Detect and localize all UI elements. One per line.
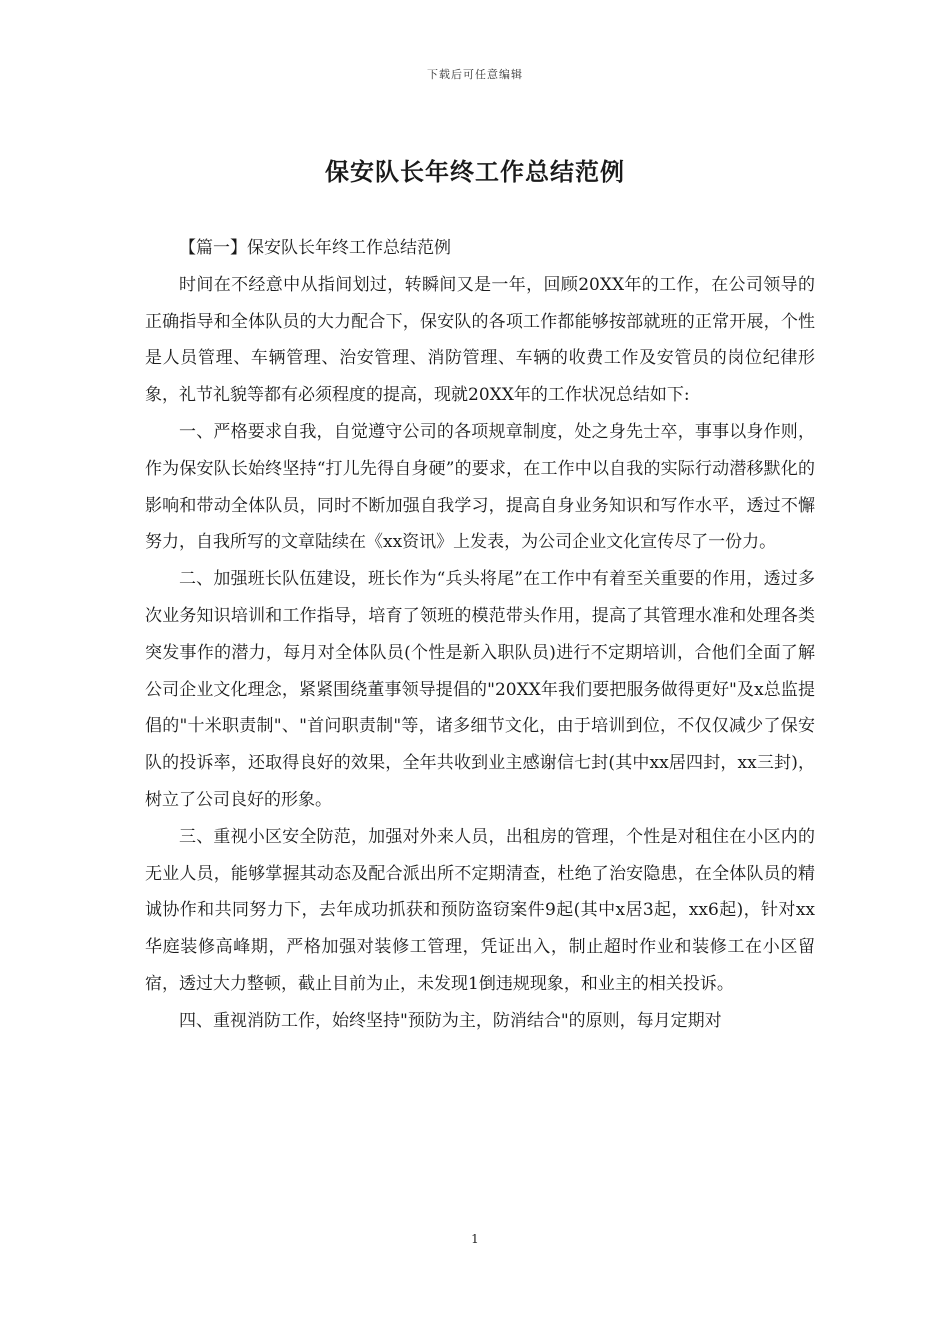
document-body <box>145 230 815 1040</box>
paragraph-point-two: 二、加强班长队伍建设，班长作为“兵头将尾”在工作中有着至关重要的作用，透过多次业务知识培训和工作指导，培育了领班的模范带头作用，提高了其管理水准和处理各类突发事作的潜力，每月对全体队员(个性是新入职队员)进行不定期培训，合他们全面了解公司企业文化理念，紧紧围绕董事领导提倡的"20XX年我们要把服务做得更好"及x总监提倡的"十米职责制"、"首问职责制"等，诸多细节文化，由于培训到位，不仅仅减少了保安队的投诉率，还取得良好的效果，全年共收到业主感谢信七封(其中xx居四封，xx三封)，树立了公司良好的形象。 <box>145 569 815 810</box>
page-number: 1 <box>471 1232 479 1246</box>
paragraph-intro: 时间在不经意中从指间划过，转瞬间又是一年，回顾20XX年的工作，在公司领导的正确指导和全体队员的大力配合下，保安队的各项工作都能够按部就班的正常开展，个性是人员管理、车辆管理、治安管理、消防管理、车辆的收费工作及安管员的岗位纪律形象，礼节礼貌等都有必须程度的提高，现就20XX年的工作状况总结如下: <box>145 274 815 406</box>
paragraph-point-four: 四、重视消防工作，始终坚持"预防为主，防消结合"的原则，每月定期对 <box>179 1010 722 1031</box>
section-heading: 【篇一】保安队长年终工作总结范例 <box>179 238 451 258</box>
paragraph-point-three: 三、重视小区安全防范，加强对外来人员，出租房的管理，个性是对租住在小区内的无业人员，能够掌握其动态及配合派出所不定期清查，杜绝了治安隐患，在全体队员的精诚协作和共同努力下，去年成功抓获和预防盗窃案件9起(其中x居3起，xx6起)，针对xx华庭装修高峰期，严格加强对装修工管理，凭证出入，制止超时作业和装修工在小区留宿，透过大力整顿，截止目前为止，未发现1倒违规现象，和业主的相关投诉。 <box>145 826 815 994</box>
header-note: 下载后可任意编辑 <box>427 68 523 81</box>
paragraph-point-one: 一、严格要求自我，自觉遵守公司的各项规章制度，处之身先士卒，事事以身作则，作为保安队长始终坚持“打儿先得自身硬”的要求，在工作中以自我的实际行动潜移默化的影响和带动全体队员，同时不断加强自我学习，提高自身业务知识和写作水平，透过不懈努力，自我所写的文章陆续在《xx资讯》上发表，为公司企业文化宣传尽了一份力。 <box>145 421 815 553</box>
document-title: 保安队长年终工作总结范例 <box>325 157 625 186</box>
